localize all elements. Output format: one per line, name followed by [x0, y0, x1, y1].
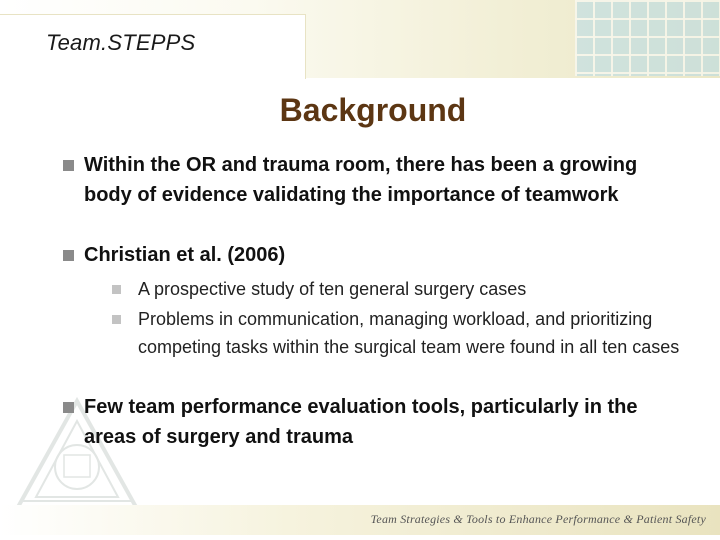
bullet-text: Christian et al. (2006) — [84, 244, 286, 266]
slide-title: Background — [279, 92, 467, 128]
sub-bullet-text: Problems in communication, managing workload, and prioritizing competing tasks within the surgical team were found in all ten cases — [138, 309, 680, 357]
footer-tagline: Team Strategies & Tools to Enhance Performance & Patient Safety — [370, 512, 706, 526]
grid-decoration — [575, 0, 720, 76]
teamstepps-logo: Team.STEPPS — [46, 30, 196, 55]
square-bullet-icon — [63, 160, 74, 171]
sub-bullet-item — [138, 275, 698, 303]
square-bullet-icon — [63, 402, 74, 413]
sub-bullet-item — [138, 305, 683, 361]
bullet-item — [84, 150, 684, 210]
sub-bullet-text: A prospective study of ten general surgery cases — [138, 279, 527, 299]
square-sub-bullet-icon — [112, 285, 121, 294]
bullet-text: Few team performance evaluation tools, particularly in the areas of surgery and trauma — [84, 396, 638, 448]
square-bullet-icon — [63, 250, 74, 261]
bullet-text: Within the OR and trauma room, there has been a growing body of evidence validating the importance of teamwork — [84, 154, 638, 206]
square-sub-bullet-icon — [112, 315, 121, 324]
bullet-item — [84, 392, 684, 452]
bullet-item — [84, 240, 684, 270]
